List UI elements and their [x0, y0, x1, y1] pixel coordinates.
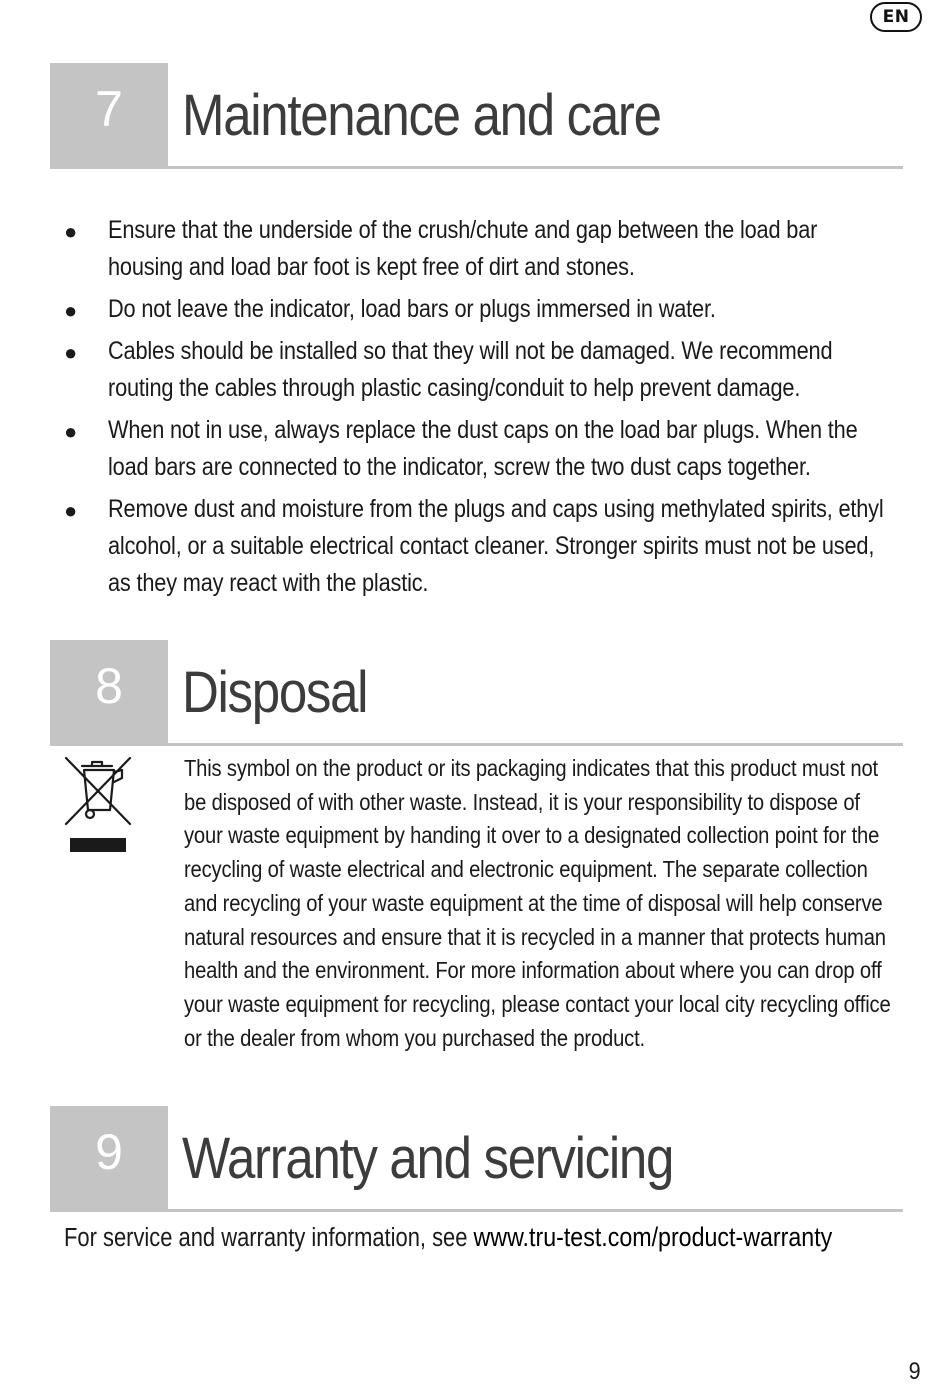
section-number: 7 [50, 63, 168, 166]
section-header-warranty [50, 1106, 903, 1214]
list-item [64, 491, 904, 602]
list-item-text: Do not leave the indicator, load bars or plugs immersed in water. [108, 295, 716, 323]
section-title: Warranty and servicing [182, 1126, 674, 1191]
section-title: Disposal [182, 660, 368, 725]
bullet-icon: ● [64, 298, 78, 323]
disposal-paragraph: This symbol on the product or its packaging indicates that this product must not be disposed of with other waste. Instead, it is your responsibility to dispose of your waste equipment by handing it over to a designated collection point for the recycling of waste electrical and electronic equipment. The separate collection and recycling of your waste equipment at the time of disposal will help conserve natural resources and ensure that it is recycled in a manner that protects human health and the environment. For more information about where you can drop off your waste equipment for recycling, please contact your local city recycling office or the dealer from whom you purchased the product. [184, 755, 891, 1051]
section-divider [50, 1209, 903, 1212]
warranty-text: For service and warranty information, see [64, 1224, 474, 1252]
page-number: 9 [908, 1358, 921, 1385]
list-item [64, 412, 904, 486]
bullet-icon: ● [64, 419, 78, 444]
list-item-text: Ensure that the underside of the crush/chute and gap between the load bar housing and load bar foot is kept free of dirt and stones. [108, 216, 818, 281]
warranty-link[interactable]: www.tru-test.com/product-warranty [473, 1222, 833, 1252]
list-item [64, 212, 904, 286]
list-item-text: Cables should be installed so that they will not be damaged. We recommend routing the cables through plastic casing/conduit to help prevent damage. [108, 337, 833, 402]
section-header-disposal [50, 640, 903, 748]
language-badge: EN [870, 2, 922, 32]
crossed-out-wheelie-bin-icon [62, 754, 132, 854]
section-divider [50, 743, 903, 746]
section-header-maintenance [50, 63, 903, 171]
bullet-icon: ● [64, 219, 78, 244]
section-divider [50, 166, 903, 169]
section-number: 9 [50, 1106, 168, 1209]
section-title: Maintenance and care [182, 83, 661, 148]
bullet-icon: ● [64, 340, 78, 365]
section-number: 8 [50, 640, 168, 743]
maintenance-list [64, 212, 904, 607]
list-item-text: Remove dust and moisture from the plugs and caps using methylated spirits, ethyl alcohol, or a suitable electrical contact cleaner. Stronger spirits must not be used, as they may react with the plastic. [108, 495, 884, 597]
bullet-icon: ● [64, 498, 78, 523]
list-item [64, 333, 904, 407]
list-item [64, 291, 904, 328]
warranty-paragraph [64, 1220, 924, 1255]
list-item-text: When not in use, always replace the dust caps on the load bar plugs. When the load bars are connected to the indicator, screw the two dust caps together. [108, 416, 858, 481]
